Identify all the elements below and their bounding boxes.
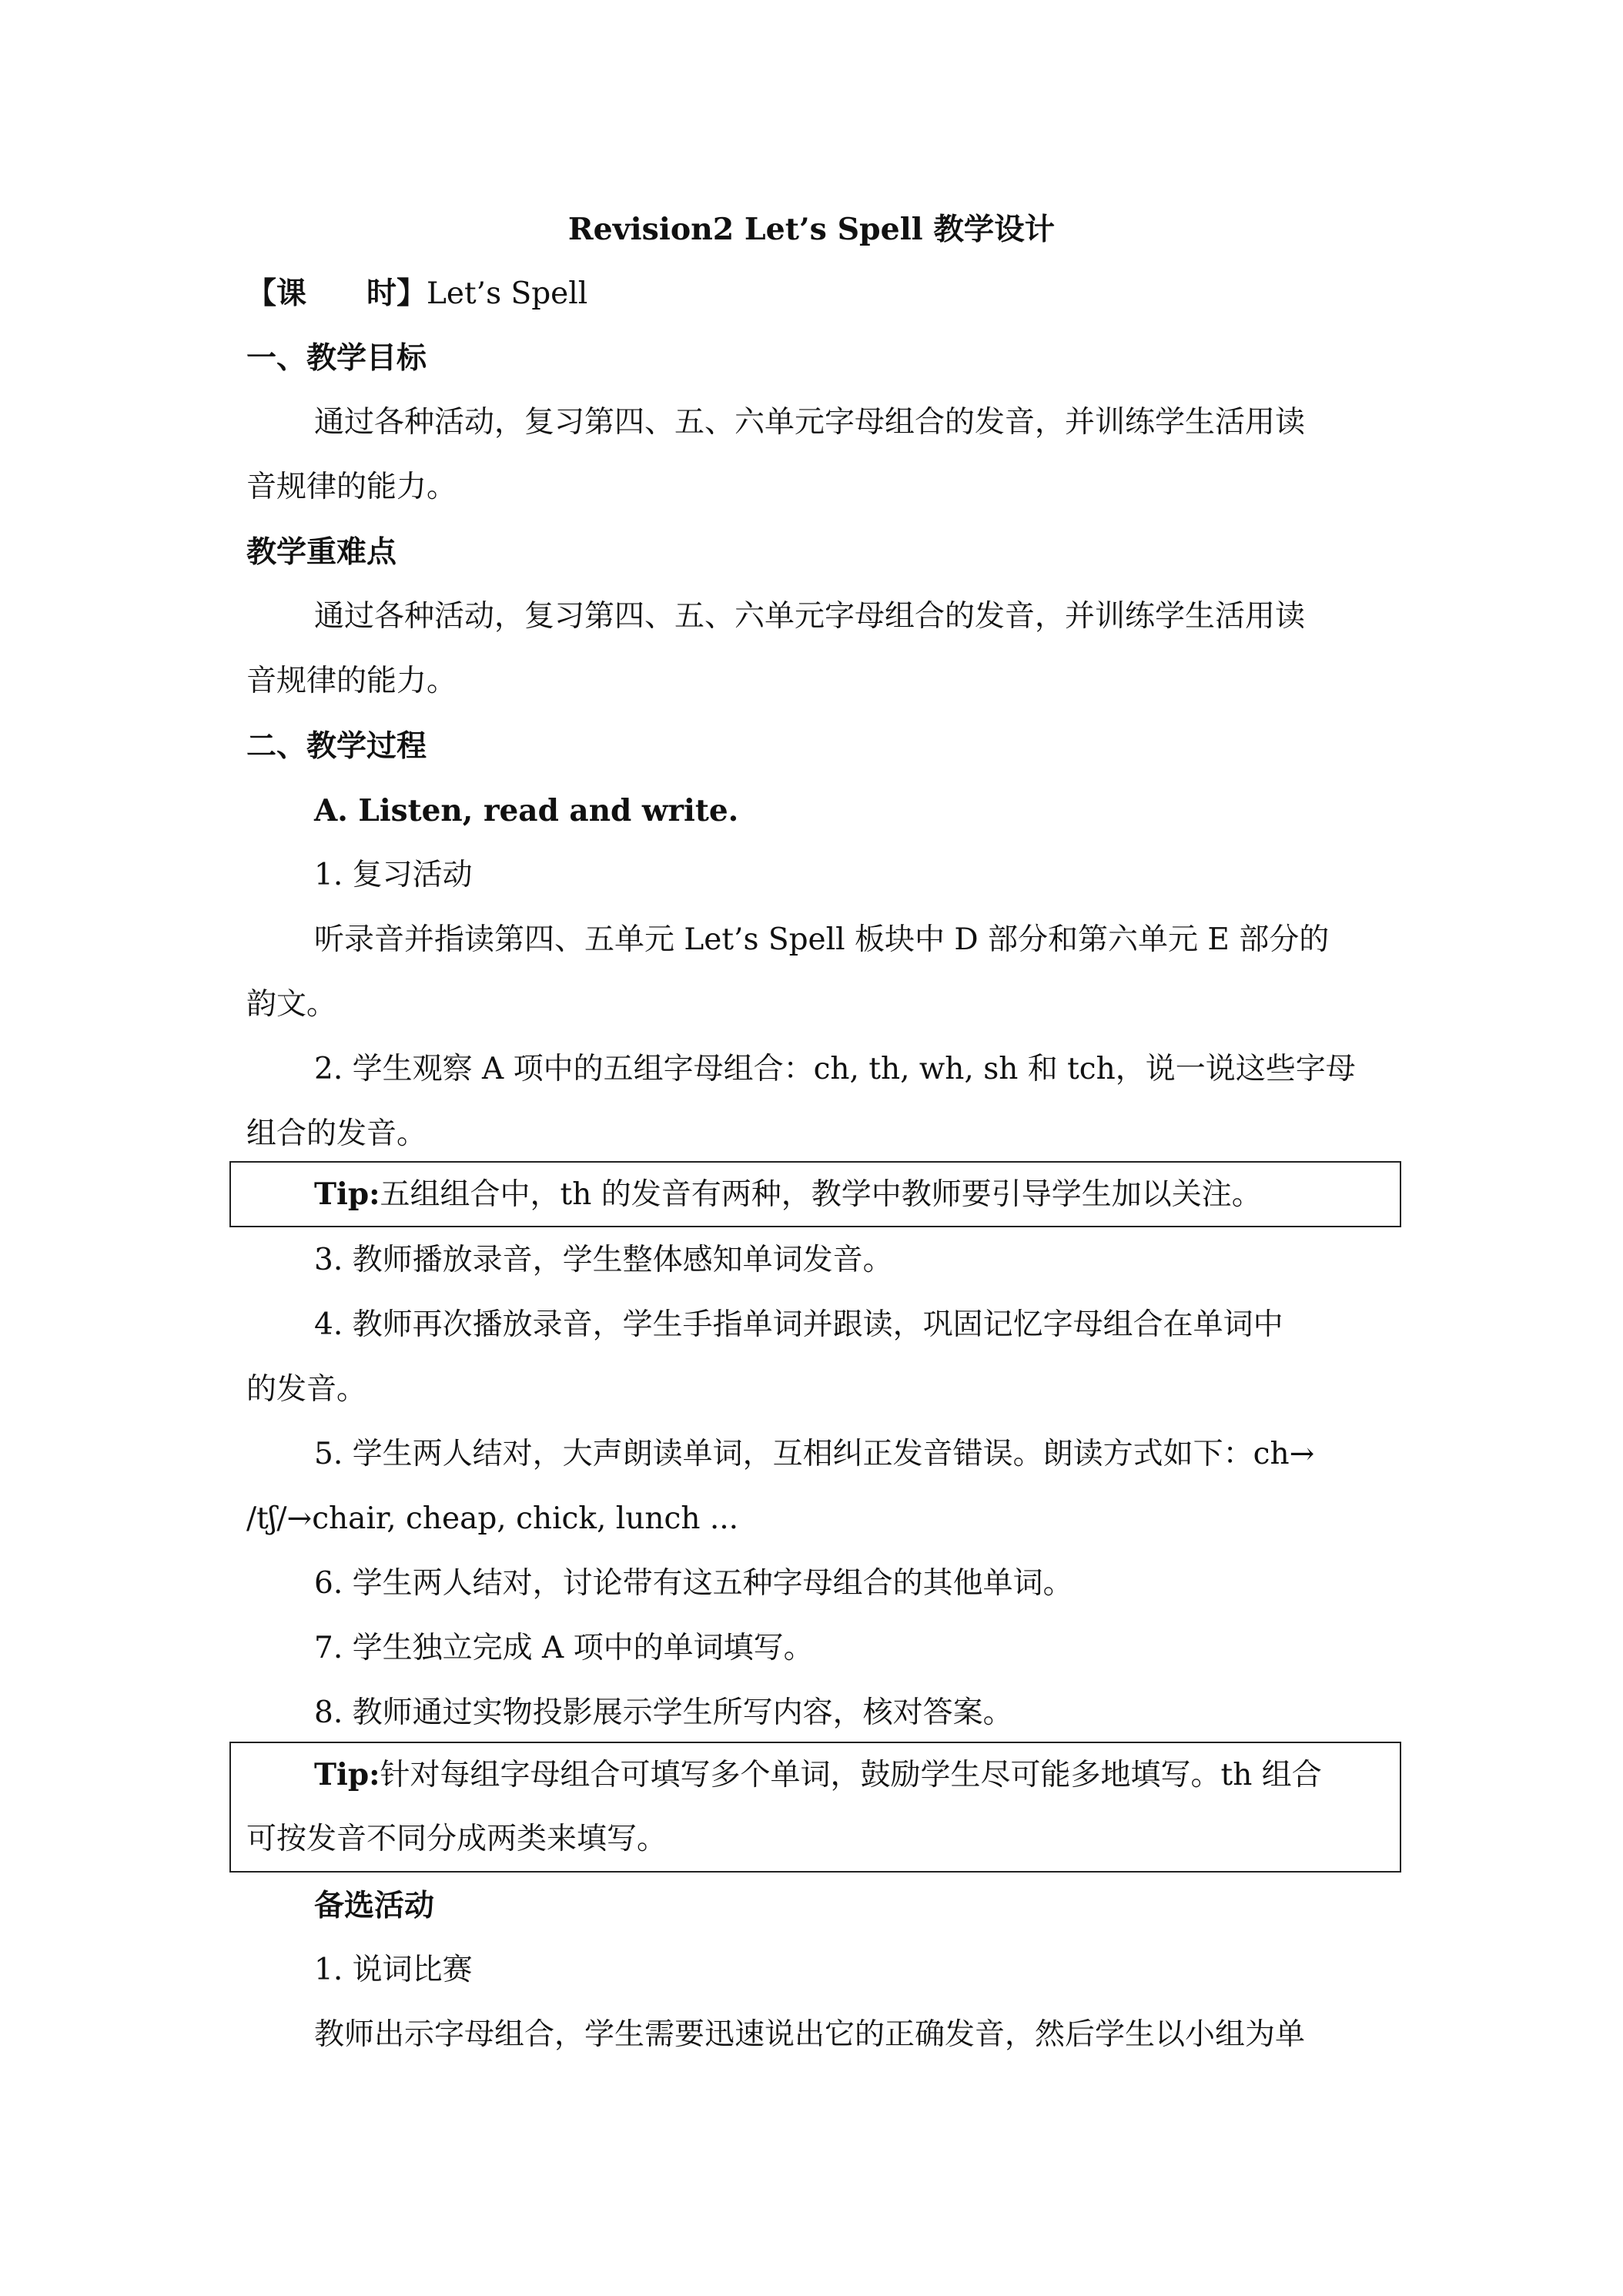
optional-step-1-desc: 教师出示字母组合，学生需要迅速说出它的正确发音，然后学生以小组为单 bbox=[314, 2017, 1306, 2052]
section-heading-process: 二、教学过程 bbox=[246, 728, 427, 764]
step-3: 3. 教师播放录音，学生整体感知单词发音。 bbox=[314, 1243, 893, 1277]
tip-1-text: 五组组合中，th 的发音有两种，教学中教师要引导学生加以关注。 bbox=[380, 1177, 1262, 1212]
tip-2-text-line-1: 针对每组字母组合可填写多个单词，鼓励学生尽可能多地填写。th 组合 bbox=[380, 1758, 1322, 1792]
step-7: 7. 学生独立完成 A 项中的单词填写。 bbox=[314, 1631, 814, 1665]
tip-2-text-line-2: 可按发音不同分成两类来填写。 bbox=[246, 1822, 668, 1856]
step-4-line-2: 的发音。 bbox=[246, 1372, 367, 1407]
step-5-line-2: /tʃ/→chair, cheap, chick, lunch ... bbox=[246, 1501, 739, 1536]
step-1-desc-line-1: 听录音并指读第四、五单元 Let’s Spell 板块中 D 部分和第六单元 E 部分的 bbox=[314, 922, 1330, 957]
tip-2-line-1 bbox=[314, 1753, 1322, 1797]
part-a-heading: A. Listen, read and write. bbox=[314, 793, 739, 828]
section-heading-key-points: 教学重难点 bbox=[246, 534, 397, 570]
step-1: 1. 复习活动 bbox=[314, 858, 473, 892]
period-label: 【课 时】 bbox=[246, 276, 427, 311]
optional-activities-heading: 备选活动 bbox=[314, 1888, 435, 1923]
tip-1-label: Tip: bbox=[314, 1176, 380, 1212]
step-2-line-2: 组合的发音。 bbox=[246, 1116, 427, 1151]
document-title: Revision2 Let’s Spell 教学设计 bbox=[567, 212, 1056, 247]
key-points-paragraph-line-1: 通过各种活动，复习第四、五、六单元字母组合的发音，并训练学生活用读 bbox=[314, 599, 1306, 634]
period-value: Let’s Spell bbox=[427, 276, 588, 311]
step-6: 6. 学生两人结对，讨论带有这五种字母组合的其他单词。 bbox=[314, 1566, 1073, 1601]
tip-1 bbox=[314, 1173, 1262, 1217]
section-heading-objectives: 一、教学目标 bbox=[246, 340, 427, 376]
step-5-line-1: 5. 学生两人结对，大声朗读单词，互相纠正发音错误。朗读方式如下：ch→ bbox=[314, 1437, 1315, 1471]
step-1-desc-line-2: 韵文。 bbox=[246, 987, 337, 1022]
optional-step-1: 1. 说词比赛 bbox=[314, 1953, 473, 1987]
objectives-paragraph-line-2: 音规律的能力。 bbox=[246, 470, 457, 504]
step-4-line-1: 4. 教师再次播放录音，学生手指单词并跟读，巩固记忆字母组合在单词中 bbox=[314, 1307, 1283, 1342]
key-points-paragraph-line-2: 音规律的能力。 bbox=[246, 664, 457, 698]
step-8: 8. 教师通过实物投影展示学生所写内容，核对答案。 bbox=[314, 1695, 1013, 1730]
objectives-paragraph-line-1: 通过各种活动，复习第四、五、六单元字母组合的发音，并训练学生活用读 bbox=[314, 405, 1306, 440]
step-2-line-1: 2. 学生观察 A 项中的五组字母组合：ch, th, wh, sh 和 tch，说一说这些字母 bbox=[314, 1052, 1356, 1086]
tip-2-label: Tip: bbox=[314, 1757, 380, 1792]
period-line bbox=[246, 272, 587, 316]
